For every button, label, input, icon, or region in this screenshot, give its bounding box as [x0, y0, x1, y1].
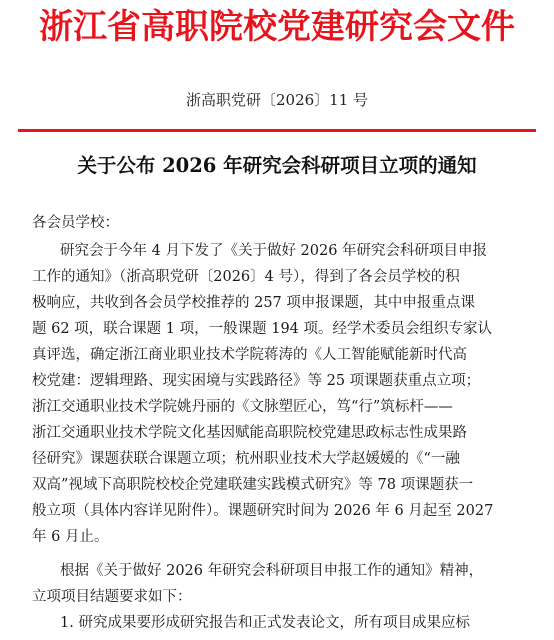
red-header-title: 浙江省高职院校党建研究会文件 [39, 7, 515, 47]
salutation: 各会员学校： [32, 215, 119, 231]
body-line: 研究会于今年 4 月下发了《关于做好 2026 年研究会科研项目申报 [60, 243, 488, 259]
body-line: 般立项（具体内容详见附件）。课题研究时间为 2026 年 6 月起至 2027 [32, 503, 494, 519]
body-line: 年 6 月止。 [32, 529, 109, 545]
body-line: 浙江交通职业技术学院姚丹丽的《文脉塑匠心，笃“行”筑标杆—— [32, 399, 453, 415]
red-divider-line [18, 129, 536, 132]
notice-title: 关于公布 2026 年研究会科研项目立项的通知 [77, 154, 477, 177]
body-line: 双高”视域下高职院校校企党建联建实践模式研究》等 78 项课题获一 [32, 477, 474, 493]
body-line: 根据《关于做好 2026 年研究会科研项目申报工作的通知》精神， [60, 563, 484, 579]
body-line: 立项项目结题要求如下： [32, 589, 192, 605]
document-number: 浙高职党研〔2026〕11 号 [185, 91, 369, 109]
body-line: 校党建：逻辑理路、现实困境与实践路径》等 25 项课题获重点立项； [32, 373, 481, 389]
body-line: 径研究》课题获联合课题立项；杭州职业技术大学赵媛媛的《“一融 [32, 451, 460, 467]
body-line: 工作的通知》（浙高职党研〔2026〕4 号），得到了各会员学校的积 [32, 269, 460, 285]
body-line: 极响应，共收到各会员学校推荐的 257 项申报课题，其中申报重点课 [32, 295, 475, 311]
body-line: 真评选，确定浙江商业职业技术学院蒋涛的《人工智能赋能新时代高 [32, 347, 467, 363]
body-line: 浙江交通职业技术学院文化基因赋能高职院校党建思政标志性成果路 [32, 425, 467, 441]
body-line: 题 62 项，联合课题 1 项，一般课题 194 项。经学术委员会组织专家认 [32, 321, 493, 337]
body-line: 1. 研究成果要形成研究报告和正式发表论文，所有项目成果应标 [60, 615, 470, 631]
